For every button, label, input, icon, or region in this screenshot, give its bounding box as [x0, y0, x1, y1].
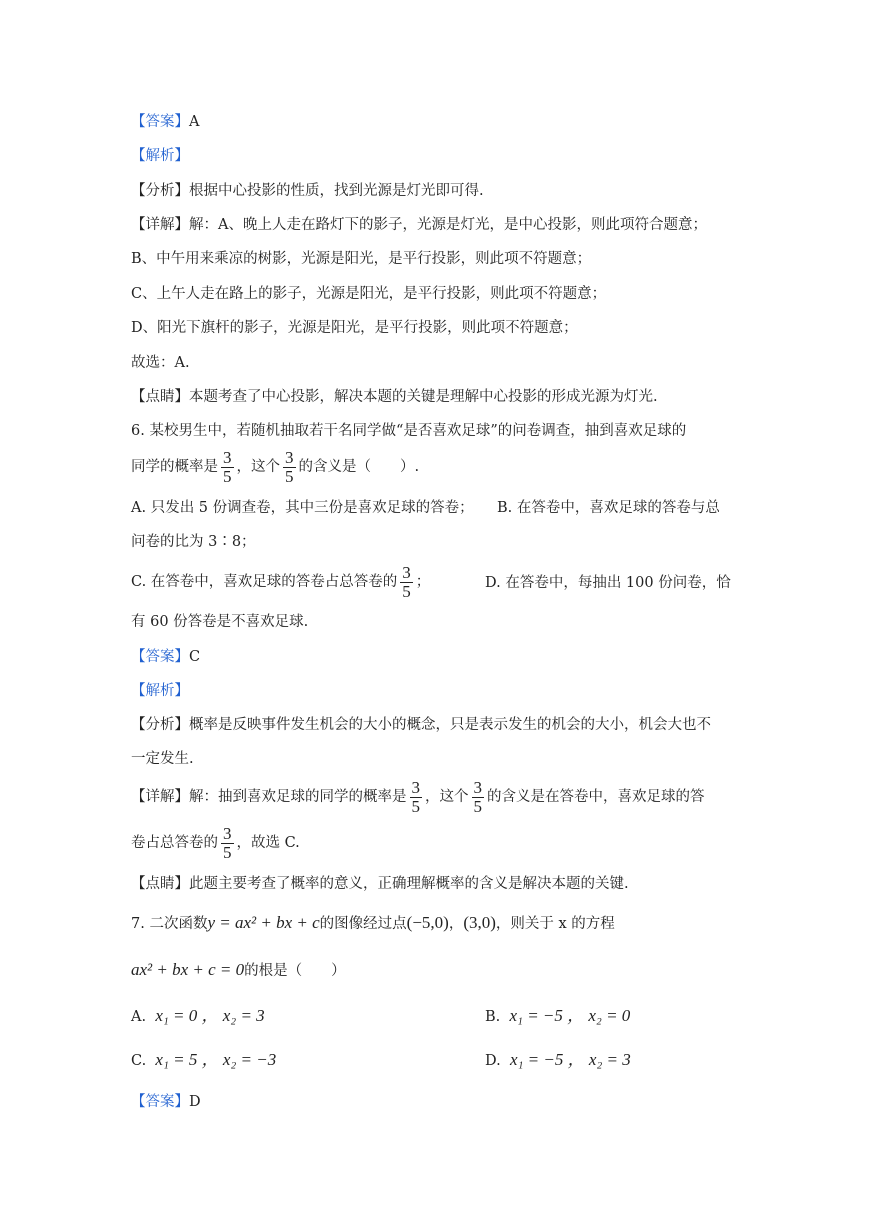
q5-answer	[131, 112, 199, 132]
q5-dianjing	[131, 387, 658, 407]
quadratic-function: y = ax² + bx + c	[207, 913, 320, 932]
q6-option-d-continued: 有 60 份答卷是不喜欢足球.	[131, 614, 309, 630]
fraction-numerator: 3	[223, 447, 232, 467]
q6-option-b: B. 在答卷中，喜欢足球的答卷与总	[497, 500, 720, 516]
q5-detail-line-5: 故选：A.	[131, 355, 190, 371]
fraction-denominator: 5	[473, 796, 482, 816]
fraction-numerator: 3	[411, 777, 420, 797]
q5-detail-line-1	[131, 215, 707, 235]
fraction-denominator: 5	[285, 466, 294, 486]
fraction-three-fifths	[283, 449, 296, 486]
q7-answer	[131, 1092, 201, 1112]
option-label: C.	[131, 1053, 147, 1069]
option-label: B.	[485, 1009, 501, 1025]
q6-detail-line-2	[131, 822, 300, 864]
fraction-numerator: 3	[223, 823, 232, 843]
q7-option-c	[131, 1050, 276, 1071]
analysis-tag: 【解析】	[131, 148, 189, 164]
option-math: x₁ = 0 ， x₂ = 3	[155, 1006, 265, 1025]
q6-option-b-continued: 问卷的比为 3∶8；	[131, 534, 256, 550]
answer-tag: 【答案】	[131, 114, 189, 130]
fenxi-tag: 【分析】	[131, 183, 189, 199]
answer-tag: 【答案】	[131, 1094, 189, 1110]
stem-text: 的图像经过点	[319, 916, 407, 932]
q6-option-a: A. 只发出 5 份调查卷，其中三份是喜欢足球的答卷；	[131, 500, 474, 516]
q6-option-d: D. 在答卷中，每抽出 100 份问卷，恰	[485, 575, 731, 591]
fraction-denominator: 5	[223, 842, 232, 862]
q5-detail-line-4: D、阳光下旗杆的影子，光源是阳光，是平行投影，则此项不符题意；	[131, 320, 578, 336]
q5-analysis-heading	[131, 146, 189, 166]
answer-tag: 【答案】	[131, 649, 189, 665]
option-label: A.	[131, 1009, 147, 1025]
stem-text: ，则关于 x 的方程	[495, 916, 615, 932]
q6-detail-line-1	[131, 776, 705, 818]
fenxi-text: 根据中心投影的性质，找到光源是灯光即可得.	[189, 183, 484, 199]
dianjing-text: 此题主要考查了概率的意义，正确理解概率的含义是解决本题的关键.	[189, 876, 629, 892]
fraction-three-fifths	[221, 825, 234, 862]
fraction-numerator: 3	[402, 562, 411, 582]
answer-value: D	[189, 1094, 201, 1110]
quadratic-equation: ax² + bx + c = 0	[131, 960, 245, 979]
stem-text: 的根是（ ）	[244, 963, 346, 979]
q6-dianjing	[131, 874, 629, 894]
q7-stem-line-2	[131, 960, 346, 981]
point-two: (3,0)	[463, 913, 496, 932]
q6-answer	[131, 647, 200, 667]
q6-fenxi-line-2: 一定发生.	[131, 751, 194, 767]
option-math: x₁ = 5 ， x₂ = −3	[155, 1050, 277, 1069]
stem-text: 同学的概率是	[131, 459, 218, 475]
q7-option-d	[485, 1050, 631, 1071]
q6-stem-line-2	[131, 446, 419, 488]
q7-option-b	[485, 1006, 630, 1027]
analysis-tag: 【解析】	[131, 683, 189, 699]
fraction-denominator: 5	[411, 796, 420, 816]
q7-option-a	[131, 1006, 265, 1027]
stem-text: 的含义是（ ）.	[298, 459, 420, 475]
stem-text: 7. 二次函数	[131, 916, 208, 932]
q6-option-c	[131, 561, 430, 603]
q5-fenxi	[131, 181, 484, 201]
option-c-text: ；	[415, 574, 431, 590]
fraction-numerator: 3	[285, 447, 294, 467]
fraction-three-fifths	[472, 779, 485, 816]
q5-detail-line-2: B、中午用来乘凉的树影，光源是阳光，是平行投影，则此项不符题意；	[131, 251, 592, 267]
fraction-numerator: 3	[473, 777, 482, 797]
option-math: x₁ = −5 ， x₂ = 0	[509, 1006, 631, 1025]
fraction-three-fifths	[410, 779, 423, 816]
fenxi-tag: 【分析】	[131, 717, 189, 733]
q6-fenxi-line-1	[131, 715, 711, 735]
fenxi-text: 概率是反映事件发生机会的大小的概念，只是表示发生的机会的大小，机会大也不	[189, 717, 711, 733]
detail-text: ，这个	[425, 789, 469, 805]
option-label: D.	[485, 1053, 501, 1069]
option-c-text: C. 在答卷中，喜欢足球的答卷占总答卷的	[131, 574, 398, 590]
detail-tag: 【详解】	[131, 217, 189, 233]
fraction-denominator: 5	[402, 581, 411, 601]
detail-text: 解：A、晚上人走在路灯下的影子，光源是灯光，是中心投影，则此项符合题意；	[189, 217, 707, 233]
stem-text: ，这个	[236, 459, 280, 475]
fraction-three-fifths	[400, 564, 413, 601]
answer-value: C	[189, 649, 201, 665]
detail-text: 解：抽到喜欢足球的同学的概率是	[189, 789, 407, 805]
q6-stem-line-1: 6. 某校男生中，若随机抽取若干名同学做“是否喜欢足球”的问卷调查，抽到喜欢足球的	[131, 423, 687, 439]
detail-text: ，故选 C.	[236, 835, 300, 851]
fraction-denominator: 5	[223, 466, 232, 486]
dianjing-tag: 【点睛】	[131, 389, 189, 405]
dianjing-tag: 【点睛】	[131, 876, 189, 892]
point-one: (−5,0)	[406, 913, 449, 932]
dianjing-text: 本题考查了中心投影，解决本题的关键是理解中心投影的形成光源为灯光.	[189, 389, 658, 405]
option-math: x₁ = −5 ， x₂ = 3	[509, 1050, 631, 1069]
detail-text: 卷占总答卷的	[131, 835, 218, 851]
separator: ，	[448, 916, 464, 932]
detail-text: 的含义是在答卷中，喜欢足球的答	[487, 789, 705, 805]
q6-analysis-heading	[131, 681, 189, 701]
detail-tag: 【详解】	[131, 789, 189, 805]
q5-detail-line-3: C、上午人走在路上的影子，光源是阳光，是平行投影，则此项不符题意；	[131, 286, 607, 302]
fraction-three-fifths	[221, 449, 234, 486]
q7-stem-line-1	[131, 913, 615, 934]
answer-value: A	[189, 114, 200, 130]
